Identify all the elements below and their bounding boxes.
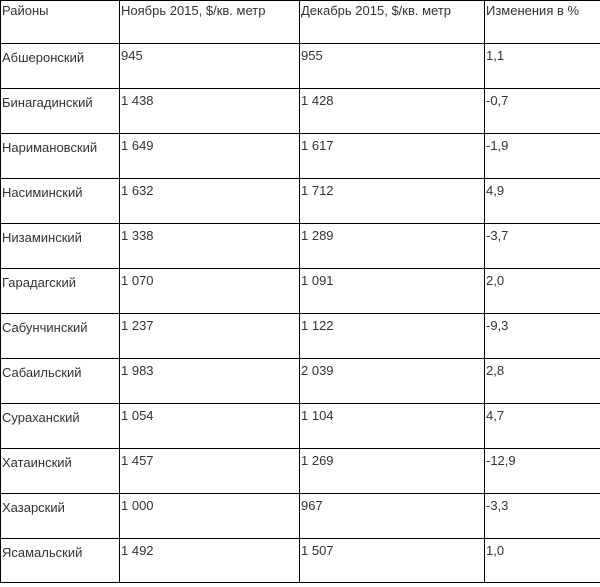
cell-change-percent: -3,7 <box>485 224 600 269</box>
cell-december-price: 1 289 <box>300 224 485 269</box>
cell-december-price: 1 712 <box>300 179 485 224</box>
cell-december-price: 1 104 <box>300 404 485 449</box>
cell-december-price: 1 507 <box>300 539 485 583</box>
cell-november-price: 1 237 <box>120 314 300 359</box>
cell-district: Наримановский <box>1 134 120 179</box>
table-row <box>1 44 600 89</box>
cell-december-price: 1 269 <box>300 449 485 494</box>
cell-change-percent: 2,0 <box>485 269 600 314</box>
cell-change-percent: -12,9 <box>485 449 600 494</box>
header-december-price: Декабрь 2015, $/кв. метр <box>300 1 485 44</box>
cell-district: Низаминский <box>1 224 120 269</box>
table-row <box>1 494 600 539</box>
cell-november-price: 1 457 <box>120 449 300 494</box>
cell-december-price: 967 <box>300 494 485 539</box>
cell-december-price: 1 617 <box>300 134 485 179</box>
table-row <box>1 404 600 449</box>
cell-district: Сураханский <box>1 404 120 449</box>
cell-change-percent: 2,8 <box>485 359 600 404</box>
cell-november-price: 1 338 <box>120 224 300 269</box>
cell-change-percent: -9,3 <box>485 314 600 359</box>
table-header-row <box>1 1 600 44</box>
cell-november-price: 1 070 <box>120 269 300 314</box>
cell-district: Абшеронский <box>1 44 120 89</box>
table-row <box>1 134 600 179</box>
cell-november-price: 1 438 <box>120 89 300 134</box>
cell-december-price: 955 <box>300 44 485 89</box>
table-body <box>1 44 600 583</box>
header-november-price: Ноябрь 2015, $/кв. метр <box>120 1 300 44</box>
cell-district: Гарадагский <box>1 269 120 314</box>
cell-november-price: 945 <box>120 44 300 89</box>
cell-change-percent: -0,7 <box>485 89 600 134</box>
cell-district: Хазарский <box>1 494 120 539</box>
cell-november-price: 1 649 <box>120 134 300 179</box>
cell-change-percent: 1,1 <box>485 44 600 89</box>
table-row <box>1 269 600 314</box>
cell-december-price: 1 428 <box>300 89 485 134</box>
cell-change-percent: 4,7 <box>485 404 600 449</box>
cell-december-price: 1 091 <box>300 269 485 314</box>
table-row <box>1 539 600 583</box>
cell-december-price: 1 122 <box>300 314 485 359</box>
table-row <box>1 359 600 404</box>
header-district: Районы <box>1 1 120 44</box>
cell-district: Бинагадинский <box>1 89 120 134</box>
cell-district: Насиминский <box>1 179 120 224</box>
cell-november-price: 1 492 <box>120 539 300 583</box>
cell-november-price: 1 632 <box>120 179 300 224</box>
table-row <box>1 224 600 269</box>
cell-change-percent: 4,9 <box>485 179 600 224</box>
cell-november-price: 1 000 <box>120 494 300 539</box>
cell-district: Сабунчинский <box>1 314 120 359</box>
table-row <box>1 89 600 134</box>
table-row <box>1 314 600 359</box>
cell-change-percent: 1,0 <box>485 539 600 583</box>
table-row <box>1 179 600 224</box>
cell-change-percent: -3,3 <box>485 494 600 539</box>
cell-november-price: 1 054 <box>120 404 300 449</box>
cell-district: Ясамальский <box>1 539 120 583</box>
cell-change-percent: -1,9 <box>485 134 600 179</box>
cell-december-price: 2 039 <box>300 359 485 404</box>
header-change-percent: Изменения в % <box>485 1 600 44</box>
cell-district: Хатаинский <box>1 449 120 494</box>
cell-district: Сабаильский <box>1 359 120 404</box>
cell-november-price: 1 983 <box>120 359 300 404</box>
table-row <box>1 449 600 494</box>
